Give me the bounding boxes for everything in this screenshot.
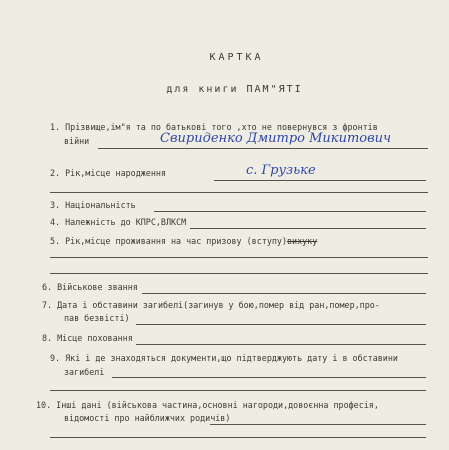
item-1-label-cont: війни — [64, 136, 90, 146]
item-5-struck-word: вихуку — [286, 236, 318, 246]
card-subtitle: для книги ПАМ"ЯТІ — [166, 84, 303, 95]
item-2-label: 2. Рік,місце народження — [50, 168, 166, 178]
item-6-field-line — [142, 293, 426, 294]
item-10-field-line-2 — [50, 437, 426, 438]
item-10-field-line-1 — [210, 424, 426, 425]
item-3-field-line — [154, 211, 426, 212]
item-6-label: 6. Військове звання — [42, 282, 138, 292]
item-9-field-line-2 — [50, 390, 426, 391]
item-9-field-line-1 — [112, 377, 426, 378]
item-9-label-cont: загибелі — [64, 367, 105, 377]
item-1-handwritten-name: Свириденко Дмитро Микитович — [160, 131, 392, 146]
item-7-field-line — [136, 324, 426, 325]
item-5-label-text: 5. Рік,місце проживання на час призову (вступу) — [50, 236, 287, 246]
item-10-label: 10. Інші дані (військова частина,основні нагороди,довоєнна професія, — [36, 400, 379, 410]
item-4-field-line — [190, 228, 426, 229]
item-9-label: 9. Які і де знаходяться документи,що підтверджують дату і в обставини — [50, 353, 398, 363]
item-2-field-line — [214, 180, 426, 181]
card-title: КАРТКА — [209, 52, 264, 63]
item-8-label: 8. Місце поховання — [42, 333, 133, 343]
item-5-field-line-1 — [50, 257, 428, 258]
item-2-extra-line — [50, 192, 428, 193]
item-1-label: 1. Прізвище,ім"я та по батькові того ,хто не повернувся з фронтів — [50, 122, 378, 132]
item-8-field-line — [136, 344, 426, 345]
item-1-field-line — [98, 148, 428, 149]
item-4-label: 4. Належність до КПРС,ВЛКСМ — [50, 217, 187, 227]
item-3-label: 3. Національність — [50, 200, 136, 210]
item-5-label — [50, 236, 317, 246]
item-2-handwritten-place: с. Грузьке — [246, 163, 316, 178]
item-5-field-line-2 — [50, 273, 428, 274]
item-7-label-cont: пав безвісті) — [64, 313, 130, 323]
item-10-label-cont: відомості про найближчих родичів) — [64, 413, 231, 423]
item-7-label: 7. Дата і обставини загибелі(загинув у бою,помер від ран,помер,про- — [42, 300, 380, 310]
